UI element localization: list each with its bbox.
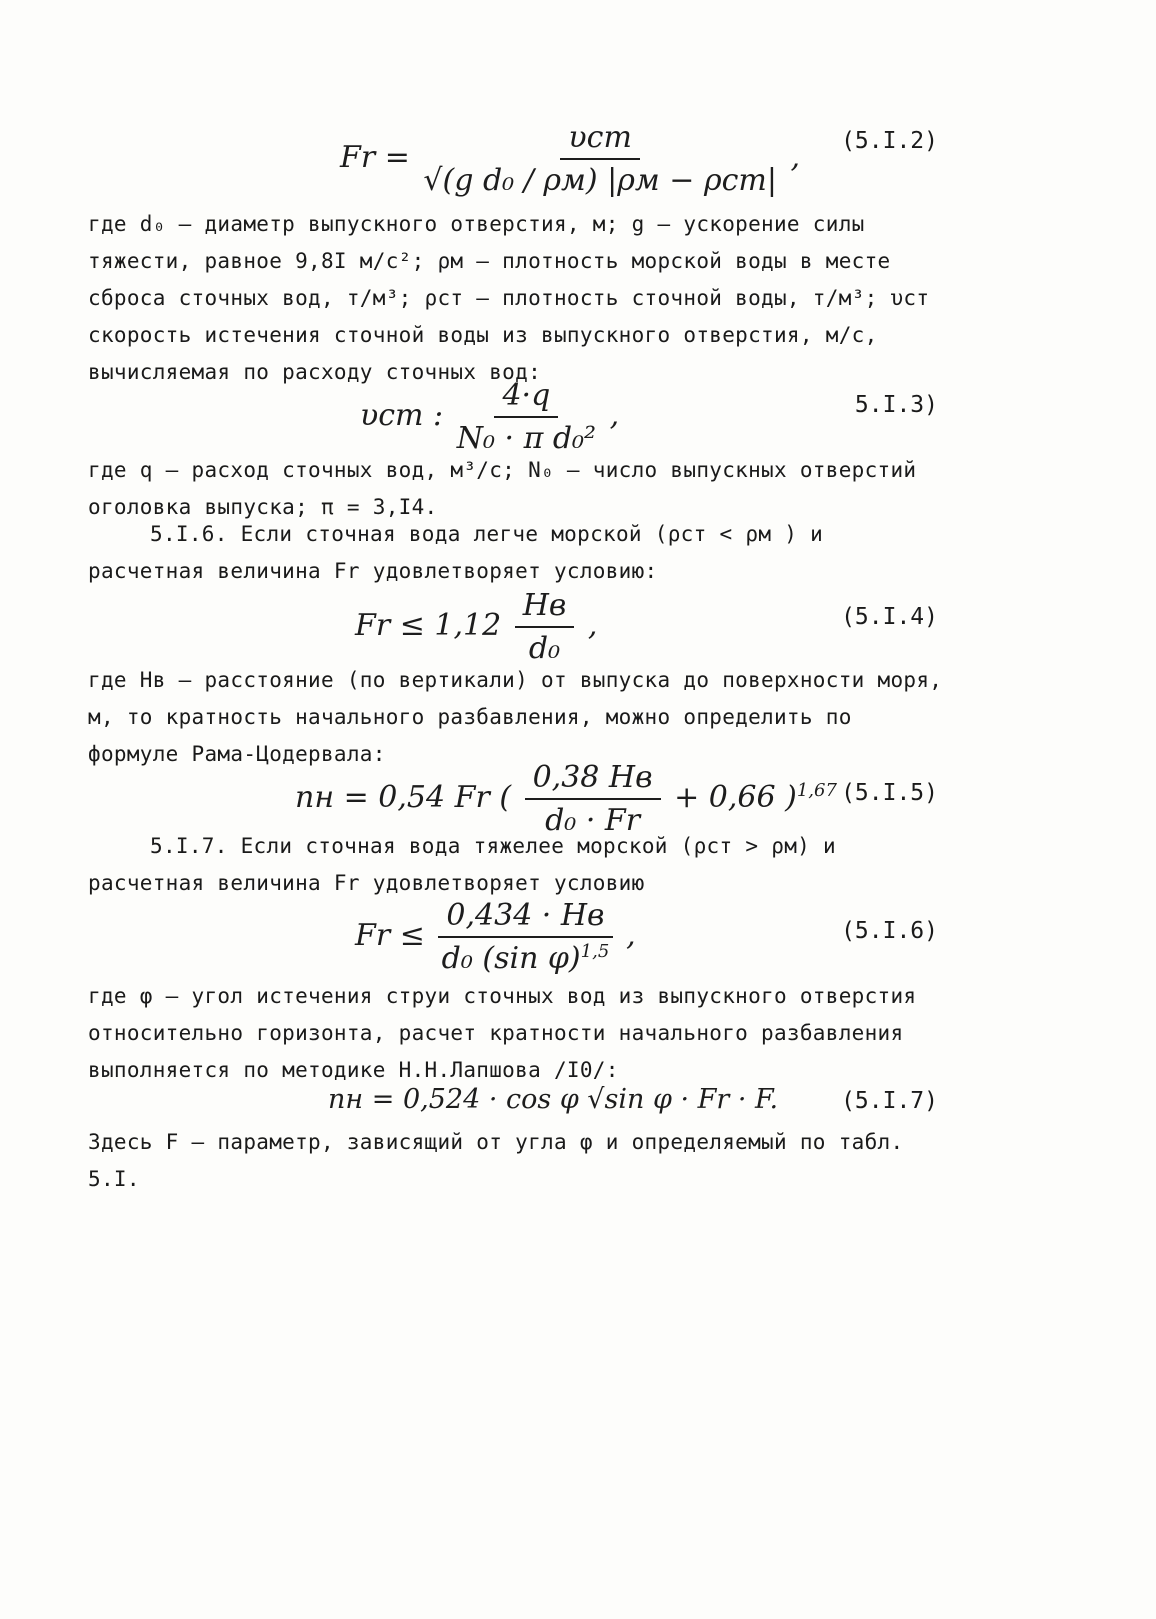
equation-5-1-6 bbox=[0, 898, 1156, 976]
equation-number: (5.I.6) bbox=[841, 918, 938, 944]
fraction-numerator: 0,434 · Hв bbox=[438, 898, 612, 938]
formula-exponent: 1,67 bbox=[796, 780, 837, 801]
fraction bbox=[423, 120, 777, 198]
equation-number: 5.I.3) bbox=[854, 392, 938, 418]
fraction bbox=[515, 588, 575, 666]
formula-tail: + 0,66 ) bbox=[674, 780, 797, 815]
formula-tail: , bbox=[609, 398, 620, 433]
formula-5-1-3 bbox=[360, 378, 619, 456]
fraction-numerator: Hв bbox=[515, 588, 575, 628]
fraction-numerator: 4·q bbox=[494, 378, 558, 418]
fraction bbox=[525, 760, 661, 838]
fraction-denominator: d₀ bbox=[528, 631, 561, 666]
formula-lhs: Fr ≤ bbox=[355, 918, 425, 953]
equation-5-1-4 bbox=[0, 588, 1156, 666]
fraction-numerator: υст bbox=[560, 120, 640, 160]
fraction-denominator: d₀ · Fr bbox=[545, 803, 641, 838]
formula-5-1-7: nн = 0,524 · cos φ √sin φ · Fr · F. bbox=[328, 1084, 779, 1115]
paragraph-definitions-1: где d₀ – диаметр выпускного отверстия, м; g – ускорение силы тяжести, равное 9,8I м/с²; ρм – плотность морской воды в месте сброса сточных вод, т/м³; ρст – плотность сточной воды, т/м³; υст скорость истечения сточной воды из выпускного отверстия, м/с, вычисляемая по расходу сточных вод: bbox=[88, 212, 930, 384]
equation-number: (5.I.4) bbox=[841, 604, 938, 630]
equation-number: (5.I.5) bbox=[841, 780, 938, 806]
paragraph-section-5-1-7: 5.I.7. Если сточная вода тяжелее морской (ρст > ρм) и расчетная величина Fr удовлетворяет условию bbox=[88, 834, 836, 895]
formula-lhs: Fr = bbox=[340, 140, 410, 175]
formula-5-1-2 bbox=[340, 120, 800, 198]
equation-5-1-5 bbox=[0, 760, 1156, 838]
fraction-denominator: √(g d₀ / ρм) |ρм − ρст| bbox=[423, 163, 777, 198]
formula-exponent: 1,5 bbox=[580, 941, 610, 962]
paragraph-section-5-1-6: 5.I.6. Если сточная вода легче морской (ρст < ρм ) и расчетная величина Fr удовлетворяет условию: bbox=[88, 522, 824, 583]
formula-tail: , bbox=[626, 918, 636, 953]
formula-5-1-5 bbox=[295, 760, 837, 838]
equation-number: (5.I.2) bbox=[841, 128, 938, 154]
formula-lhs: nн = 0,54 Fr ( bbox=[295, 780, 512, 815]
fraction-numerator: 0,38 Hв bbox=[525, 760, 661, 800]
equation-number: (5.I.7) bbox=[841, 1088, 938, 1114]
formula-5-1-6 bbox=[355, 898, 636, 976]
equation-5-1-3 bbox=[0, 378, 1156, 456]
equation-5-1-2 bbox=[0, 112, 1156, 202]
formula-lhs: υст : bbox=[360, 398, 444, 433]
formula-lhs: Fr ≤ 1,12 bbox=[355, 608, 502, 643]
fraction-denominator: N₀ · π d₀² bbox=[456, 421, 597, 456]
paragraph-parameter-f-note: Здесь F – параметр, зависящий от угла φ и определяемый по табл. 5.I. bbox=[88, 1130, 904, 1191]
fraction-denominator bbox=[442, 938, 610, 976]
paragraph-definitions-2: где q – расход сточных вод, м³/с; N₀ – число выпускных отверстий оголовка выпуска; π = 3,I4. bbox=[88, 458, 917, 519]
paragraph-lapshov-method: где φ – угол истечения струи сточных вод из выпускного отверстия относительно горизонта, расчет кратности начального разбавления выполняется по методике Н.Н.Лапшова /I0/: bbox=[88, 984, 917, 1082]
paragraph-rama-formula-intro: где Hв – расстояние (по вертикали) от выпуска до поверхности моря, м, то кратность начального разбавления, можно определить по формуле Рама-Цодервала: bbox=[88, 668, 943, 766]
formula-tail: , bbox=[587, 608, 598, 643]
formula-5-1-4 bbox=[355, 588, 597, 666]
fraction bbox=[438, 898, 612, 976]
formula-tail: , bbox=[790, 140, 801, 175]
denominator-text: d₀ (sin φ) bbox=[441, 941, 581, 976]
fraction bbox=[457, 378, 596, 456]
